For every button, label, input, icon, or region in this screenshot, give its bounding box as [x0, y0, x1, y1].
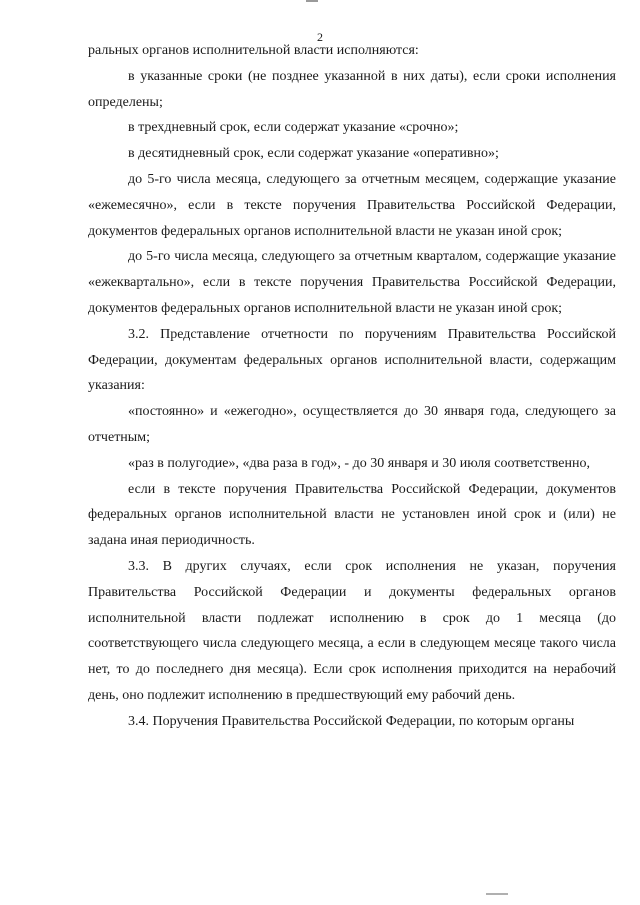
paragraph-deadline-specified: в указанные сроки (не позднее указанной в них даты), если сроки исполнения определены; [88, 68, 616, 110]
paragraph-section-3-2: 3.2. Представление отчетности по поручениям Правительства Российской Федерации, документам федеральных органов исполнительной власти, содержащим указания: [88, 326, 616, 394]
scan-artifact-bottom [486, 893, 508, 895]
paragraph-semiannual: «раз в полугодие», «два раза в год», - до 30 января и 30 июля соответственно, [128, 455, 590, 471]
document-body [88, 38, 616, 735]
paragraph-urgent: в трехдневный срок, если содержат указание «срочно»; [128, 120, 459, 136]
paragraph-section-3-3: 3.3. В других случаях, если срок исполнения не указан, поручения Правительства Российской Федерации и документы федеральных органов исполнительной власти подлежат исполнению в срок до 1 месяца (до соответствующего числа следующего месяца, а если в следующем месяце такого числа нет, то до последнего дня месяца). Если срок исполнения приходится на нерабочий день, оно подлежит исполнению в предшествующий ему рабочий день. [88, 558, 616, 703]
paragraph-monthly: до 5-го числа месяца, следующего за отчетным месяцем, содержащие указание «ежемесячно», если в тексте поручения Правительства Российской Федерации, документов федеральных органов исполнительной власти не указан иной срок; [88, 171, 616, 239]
paragraph-continuation: ральных органов исполнительной власти исполняются: [88, 43, 419, 58]
paragraph-exception: если в тексте поручения Правительства Российской Федерации, документов федеральных органов исполнительной власти не установлен иной срок и (или) не задана иная периодичность. [88, 481, 616, 549]
scan-artifact-top [306, 0, 318, 2]
paragraph-permanent-yearly: «постоянно» и «ежегодно», осуществляется до 30 января года, следующего за отчетным; [88, 404, 616, 445]
paragraph-section-3-4: 3.4. Поручения Правительства Российской Федерации, по которым органы [128, 713, 575, 729]
paragraph-quarterly: до 5-го числа месяца, следующего за отчетным кварталом, содержащие указание «ежеквартально», если в тексте поручения Правительства Российской Федерации, документов федеральных органов исполнительной власти не указан иной срок; [88, 249, 616, 316]
paragraph-operative: в десятидневный срок, если содержат указание «оперативно»; [128, 146, 499, 162]
page-number: 2 [317, 30, 323, 44]
